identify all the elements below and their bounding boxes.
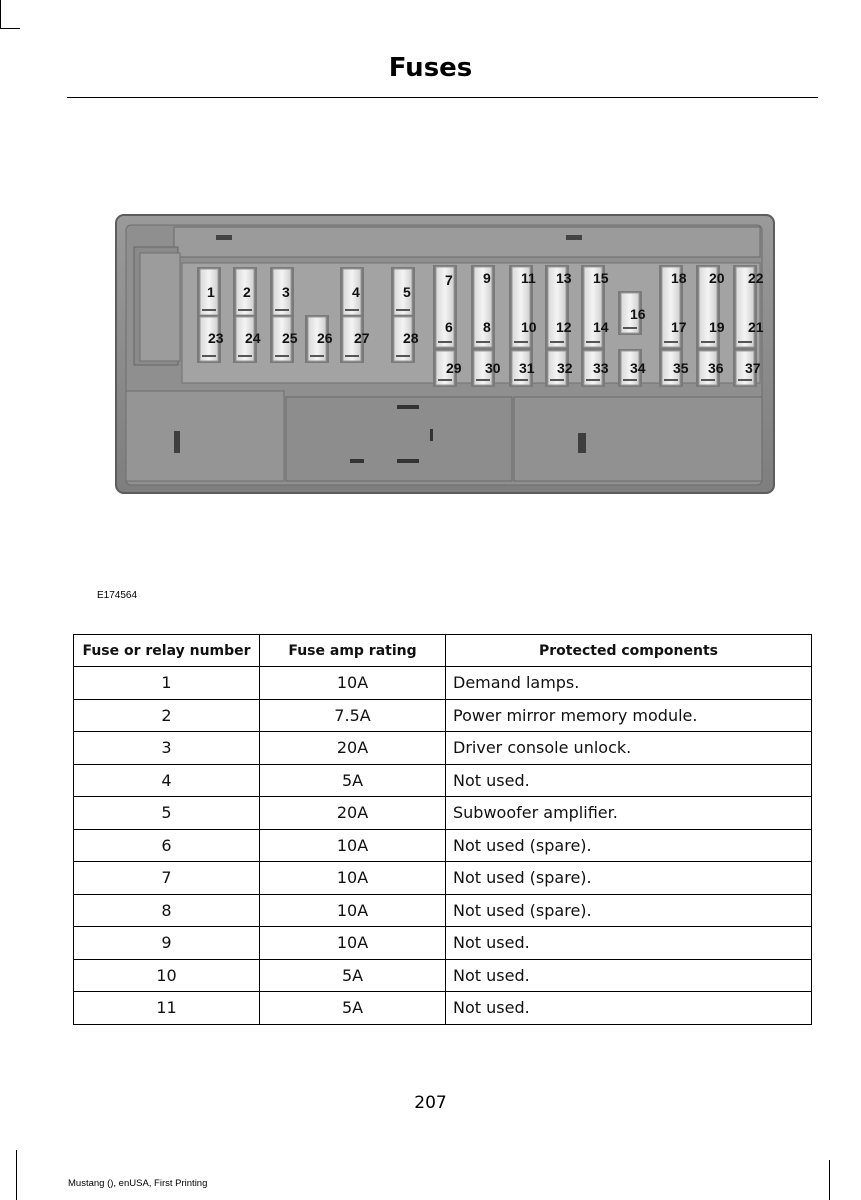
fuse-terminal	[238, 355, 252, 357]
fuse-number-cell: 5	[74, 797, 260, 830]
table-row	[74, 829, 812, 862]
fuse-table	[73, 634, 812, 1025]
fuse-number-cell: 8	[74, 894, 260, 927]
component-cell: Power mirror memory module.	[446, 699, 812, 732]
fuse-terminal	[396, 355, 410, 357]
table-row	[74, 797, 812, 830]
fuse-number-label: 7	[445, 272, 453, 288]
fuse-terminal	[476, 379, 490, 381]
fuse-terminal	[701, 379, 715, 381]
fuse-terminal	[476, 341, 490, 343]
fuse-terminal	[310, 355, 324, 357]
amp-rating-cell: 5A	[260, 959, 446, 992]
fuse-terminal	[623, 327, 637, 329]
fuse-terminal	[438, 379, 452, 381]
fuse-number-label: 16	[630, 306, 646, 322]
table-row	[74, 894, 812, 927]
fuse-number-cell: 1	[74, 667, 260, 700]
fuse-number-cell: 10	[74, 959, 260, 992]
component-cell: Not used (spare).	[446, 829, 812, 862]
fuse-number-label: 8	[483, 319, 491, 335]
fuse-number-cell: 7	[74, 862, 260, 895]
fuse-number-label: 23	[208, 330, 224, 346]
table-row	[74, 927, 812, 960]
fuse-number-label: 6	[445, 319, 453, 335]
fuse-number-label: 36	[708, 360, 724, 376]
component-cell: Not used (spare).	[446, 894, 812, 927]
table-row	[74, 959, 812, 992]
fuse-number-label: 4	[352, 284, 360, 300]
table-row	[74, 862, 812, 895]
figure-id: E174564	[97, 590, 138, 601]
fuse-number-label: 31	[519, 360, 535, 376]
page-title: Fuses	[388, 53, 473, 83]
fuse-terminal	[738, 341, 752, 343]
fuse-terminal	[664, 379, 678, 381]
fuse-number-cell: 9	[74, 927, 260, 960]
component-cell: Driver console unlock.	[446, 732, 812, 765]
fuse-number-label: 33	[593, 360, 609, 376]
fuse-number-cell: 4	[74, 764, 260, 797]
fuse-number-label: 35	[673, 360, 689, 376]
fuse-terminal	[438, 341, 452, 343]
fuse-terminal	[701, 341, 715, 343]
amp-rating-cell: 5A	[260, 992, 446, 1025]
amp-rating-cell: 10A	[260, 862, 446, 895]
header-amp-rating: Fuse amp rating	[260, 635, 446, 667]
fuse-number-cell: 6	[74, 829, 260, 862]
component-cell: Demand lamps.	[446, 667, 812, 700]
fuse-number-label: 3	[282, 284, 290, 300]
fuse-number-label: 27	[354, 330, 370, 346]
fuse-terminal	[275, 355, 289, 357]
fuse-number-label: 19	[709, 319, 725, 335]
fuse-number-label: 15	[593, 270, 609, 286]
component-cell: Not used.	[446, 959, 812, 992]
fuse-terminal	[202, 309, 216, 311]
header-fuse-number: Fuse or relay number	[74, 635, 260, 667]
fuse-number-label: 21	[748, 319, 764, 335]
fuse-terminal	[550, 379, 564, 381]
crop-mark	[0, 28, 20, 29]
table-row	[74, 992, 812, 1025]
fuse-terminal	[514, 341, 528, 343]
crop-mark	[16, 1150, 17, 1200]
fuse-terminal	[275, 309, 289, 311]
fuse-number-label: 18	[671, 270, 687, 286]
amp-rating-cell: 10A	[260, 927, 446, 960]
fuse-number-cell: 2	[74, 699, 260, 732]
component-cell: Not used.	[446, 927, 812, 960]
amp-rating-cell: 10A	[260, 667, 446, 700]
fuse-terminal	[623, 379, 637, 381]
fuse-terminal	[586, 341, 600, 343]
fuse-number-cell: 11	[74, 992, 260, 1025]
component-cell: Not used.	[446, 992, 812, 1025]
table-row	[74, 732, 812, 765]
fuse-terminal	[664, 341, 678, 343]
table-row	[74, 699, 812, 732]
fuse-number-label: 24	[245, 330, 261, 346]
fuse-number-label: 9	[483, 270, 491, 286]
fuse-terminal	[550, 341, 564, 343]
fuse-terminal	[586, 379, 600, 381]
fuse-number-label: 20	[709, 270, 725, 286]
fuse-number-cell: 3	[74, 732, 260, 765]
footer-text: Mustang (), enUSA, First Printing	[68, 1178, 208, 1189]
fuse-terminal	[238, 309, 252, 311]
component-cell: Not used (spare).	[446, 862, 812, 895]
amp-rating-cell: 20A	[260, 732, 446, 765]
fuse-number-label: 26	[317, 330, 333, 346]
amp-rating-cell: 20A	[260, 797, 446, 830]
fuse-number-label: 29	[446, 360, 462, 376]
fuse-terminal	[345, 309, 359, 311]
table-row	[74, 764, 812, 797]
fuse-number-label: 37	[745, 360, 761, 376]
fuse-number-label: 34	[630, 360, 646, 376]
table-header-row	[74, 635, 812, 667]
table-row	[74, 667, 812, 700]
fuse-number-label: 11	[521, 270, 536, 286]
fuse-number-label: 2	[243, 284, 251, 300]
fuse-number-label: 12	[556, 319, 572, 335]
fuse-number-label: 25	[282, 330, 298, 346]
fuse-number-label: 30	[485, 360, 501, 376]
fuse-terminal	[345, 355, 359, 357]
fuse-terminal	[514, 379, 528, 381]
fuse-terminal	[738, 379, 752, 381]
fuse-terminal	[202, 355, 216, 357]
amp-rating-cell: 7.5A	[260, 699, 446, 732]
fuse-number-label: 13	[556, 270, 572, 286]
fuse-number-label: 5	[403, 284, 411, 300]
amp-rating-cell: 5A	[260, 764, 446, 797]
fuse-number-label: 22	[748, 270, 764, 286]
crop-mark	[829, 1160, 830, 1200]
fuse-number-label: 17	[671, 319, 687, 335]
component-cell: Subwoofer amplifier.	[446, 797, 812, 830]
amp-rating-cell: 10A	[260, 894, 446, 927]
fuse-number-label: 10	[521, 319, 537, 335]
crop-mark	[0, 0, 1, 28]
fuse-number-label: 28	[403, 330, 419, 346]
fuse-number-label: 14	[593, 319, 609, 335]
fuse-number-label: 1	[207, 284, 215, 300]
component-cell: Not used.	[446, 764, 812, 797]
fuse-panel-diagram	[112, 205, 776, 505]
page-number: 207	[414, 1093, 447, 1113]
amp-rating-cell: 10A	[260, 829, 446, 862]
header-protected-components: Protected components	[446, 635, 812, 667]
fuse-number-label: 32	[557, 360, 573, 376]
fuse-terminal	[396, 309, 410, 311]
title-divider	[67, 97, 818, 98]
